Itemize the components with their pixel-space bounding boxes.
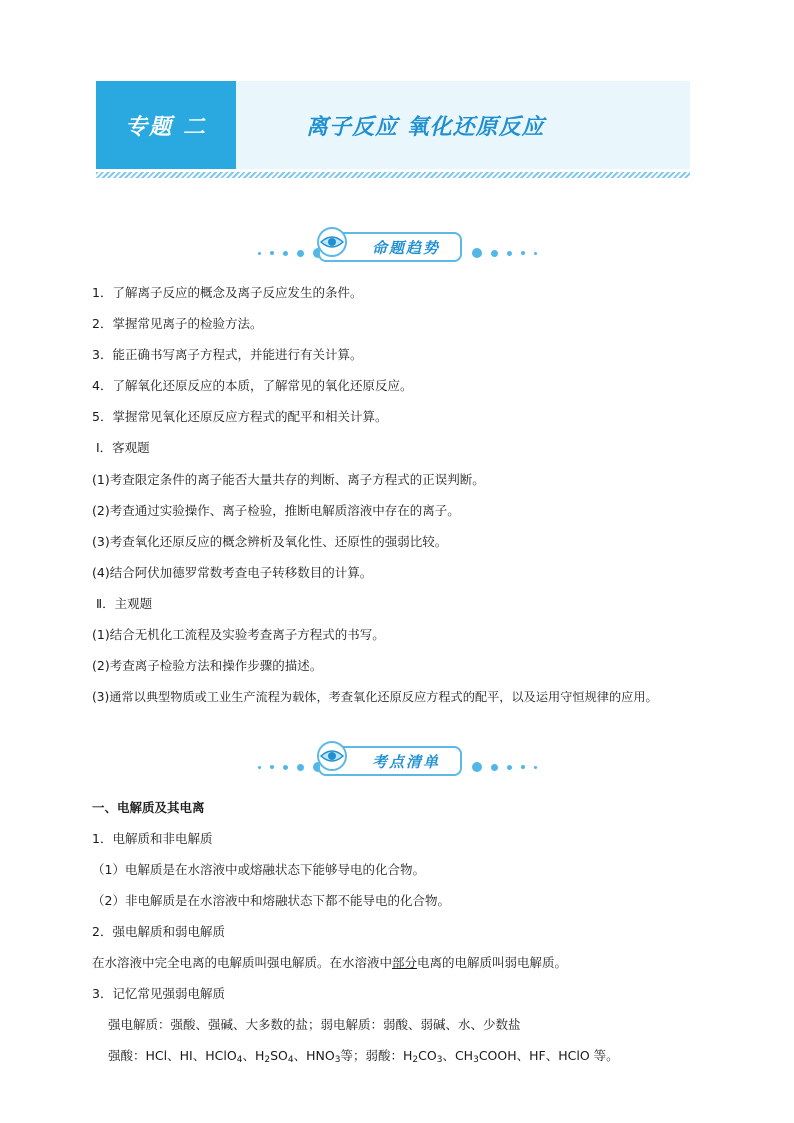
underlined-term: 部分 (392, 955, 418, 970)
eye-icon (316, 226, 348, 258)
badge-dots-left (258, 762, 323, 772)
objective-item: (3)考查氧化还原反应的概念辨析及氧化性、还原性的强弱比较。 (92, 534, 448, 549)
subjective-item: (2)考查离子检验方法和操作步骤的描述。 (92, 658, 323, 673)
subsection-heading: 2．强电解质和弱电解质 (92, 924, 225, 939)
trend-badge-text: 命题趋势 (371, 238, 440, 257)
checklist-badge-text: 考点清单 (371, 752, 440, 771)
acid-list: 强酸：HCl、HI、HClO$_4$、$H_2SO_4$、$HNO_3$等；弱酸：$H_2CO_3$、$CH_3COOH$、HF、HClO 等。 (108, 1048, 619, 1065)
subjective-item: (1)结合无机化工流程及实验考查离子方程式的书写。 (92, 627, 385, 642)
objective-item: (2)考查通过实验操作、离子检验，推断电解质溶液中存在的离子。 (92, 503, 460, 518)
subjective-heading: Ⅱ．主观题 (96, 596, 153, 611)
objective-item: (1)考查限定条件的离子能否大量共存的判断、离子方程式的正误判断。 (92, 472, 485, 487)
trend-item: 5．掌握常见氧化还原反应方程式的配平和相关计算。 (92, 409, 388, 424)
topic-label-box (96, 81, 236, 169)
topic-label: 专题 二 (125, 113, 207, 140)
strong-weak-definition: 在水溶液中完全电离的电解质叫强电解质。在水溶液中部分电离的电解质叫弱电解质。 (92, 955, 568, 970)
subsection-heading: 3．记忆常见强弱电解质 (92, 986, 225, 1001)
checklist-badge-box (318, 746, 462, 776)
electrolyte-list: 强电解质：强酸、强碱、大多数的盐；弱电解质：弱酸、弱碱、水、少数盐 (108, 1017, 521, 1032)
trend-item: 1．了解离子反应的概念及离子反应发生的条件。 (92, 285, 363, 300)
definition-item: （1）电解质是在水溶液中或熔融状态下能够导电的化合物。 (92, 862, 425, 877)
topic-banner (96, 81, 690, 169)
trend-item: 3．能正确书写离子方程式，并能进行有关计算。 (92, 347, 363, 362)
page-title: 离子反应 氧化还原反应 (306, 113, 545, 140)
section-heading: 一、电解质及其电离 (92, 800, 205, 815)
section-badge-checklist (0, 740, 794, 784)
badge-dots-right (472, 248, 537, 258)
objective-heading: Ⅰ．客观题 (96, 440, 150, 455)
subjective-item: (3)通常以典型物质或工业生产流程为载体，考查氧化还原反应方程式的配平，以及运用守恒规律的应用。 (92, 690, 658, 704)
section-badge-trend (0, 226, 794, 270)
badge-dots-right (472, 762, 537, 772)
subsection-heading: 1．电解质和非电解质 (92, 831, 213, 846)
trend-item: 4．了解氧化还原反应的本质，了解常见的氧化还原反应。 (92, 378, 413, 393)
eye-icon (316, 740, 348, 772)
trend-item: 2．掌握常见离子的检验方法。 (92, 316, 263, 331)
definition-item: （2）非电解质是在水溶液中和熔融状态下都不能导电的化合物。 (92, 893, 450, 908)
trend-badge-box (318, 232, 462, 262)
badge-dots-left (258, 248, 323, 258)
objective-item: (4)结合阿伏加德罗常数考查电子转移数目的计算。 (92, 565, 373, 580)
banner-stripe (96, 172, 690, 178)
